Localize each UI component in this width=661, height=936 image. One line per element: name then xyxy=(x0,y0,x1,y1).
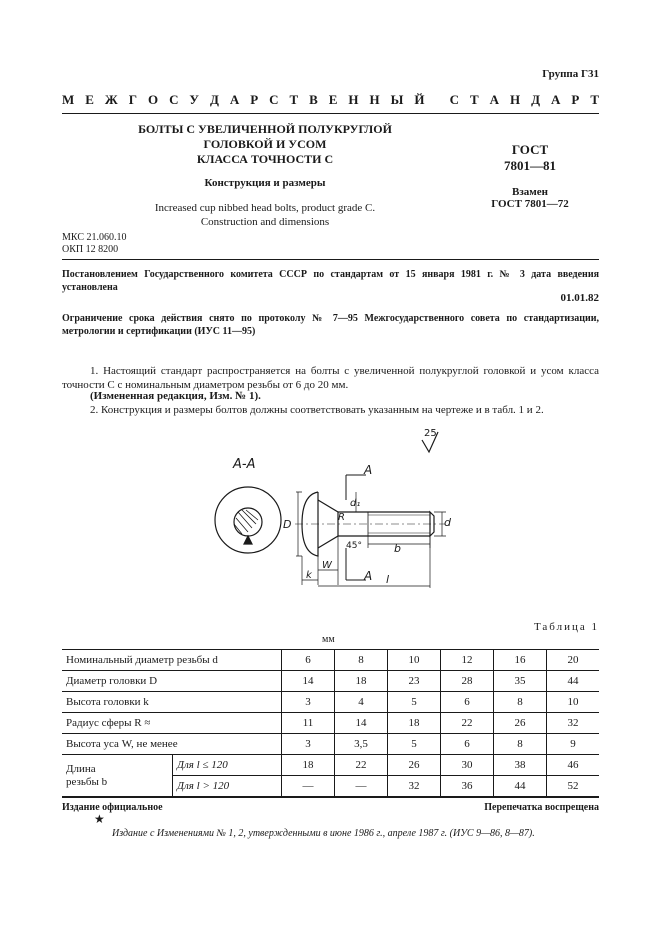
row-label: Высота уса W, не менее xyxy=(62,734,282,755)
table-cell: 6 xyxy=(282,650,335,671)
table-cell: 32 xyxy=(388,776,441,797)
table-cell: 10 xyxy=(547,692,600,713)
table-cell: 9 xyxy=(547,734,600,755)
table-cell: 3 xyxy=(282,692,335,713)
banner-letter: В xyxy=(309,92,318,107)
title-en-2: Construction and dimensions xyxy=(200,216,330,228)
dim-k: k xyxy=(306,570,312,581)
star-icon: ★ xyxy=(94,812,105,826)
mks-code: МКС 21.060.10 xyxy=(62,232,127,243)
banner-letter: А xyxy=(229,92,240,107)
row-label-thread-length xyxy=(62,755,173,797)
table-cell: 32 xyxy=(547,713,600,734)
gost-label: ГОСТ xyxy=(511,142,549,157)
table-cell: 46 xyxy=(547,755,600,776)
table-cell: 18 xyxy=(388,713,441,734)
table-cell: 10 xyxy=(388,650,441,671)
table-cell: 28 xyxy=(441,671,494,692)
table-cell: 26 xyxy=(494,713,547,734)
table-cell: 18 xyxy=(335,671,388,692)
banner-letter: А xyxy=(551,92,561,107)
footer-note: Издание с Изменениями № 1, 2, утвержденными в июне 1986 г., апреле 1987 г. (ИУС 9—86, 8—87). xyxy=(112,828,535,839)
table-cell: 36 xyxy=(441,776,494,797)
table-cell: 14 xyxy=(335,713,388,734)
okp-code: ОКП 12 8200 xyxy=(62,244,119,255)
table-cell: 23 xyxy=(388,671,441,692)
dim-angle: 45° xyxy=(346,541,362,551)
gost-number: 7801—81 xyxy=(504,158,556,173)
banner-letter: Т xyxy=(590,92,599,107)
table-cell: 3,5 xyxy=(335,734,388,755)
paragraph-1: 1. Настоящий стандарт распространяется на болты с увеличенной полукруглой головкой и усом класса точности С с номинальным диаметром резьбы от 6 до 20 мм. xyxy=(62,365,599,391)
table-cell: 35 xyxy=(494,671,547,692)
banner-letter: Н xyxy=(369,92,380,107)
table-cell: 52 xyxy=(547,776,600,797)
bolt-shank xyxy=(338,512,430,536)
decree-text: Постановлением Государственного комитета СССР по стандартам от 15 января 1981 г. № 3 дата введения установлена xyxy=(62,269,599,293)
paragraph-2: 2. Конструкция и размеры болтов должны соответствовать указанным на чертеже и в табл. 1 и 2. xyxy=(90,404,544,416)
title-en-1: Increased cup nibbed head bolts, product grade C. xyxy=(154,202,376,214)
header-rule xyxy=(62,113,599,114)
banner-letter xyxy=(435,92,438,108)
cut-label-bottom: А xyxy=(364,569,373,583)
title-line-2: ГОЛОВКОЙ И УСОМ xyxy=(203,137,327,151)
dim-d: d xyxy=(444,516,451,529)
thread-length-label-line: резьбы b xyxy=(66,775,108,788)
table-row xyxy=(62,755,599,776)
row-label: Высота головки k xyxy=(62,692,282,713)
table-cell: 14 xyxy=(282,671,335,692)
replaces-label: Взамен xyxy=(512,186,548,198)
banner-letter: Р xyxy=(571,92,580,107)
table-cell: 4 xyxy=(335,692,388,713)
banner-letter: У xyxy=(189,92,199,107)
banner-letter: Н xyxy=(510,92,521,107)
banner-letter: Е xyxy=(85,92,94,107)
banner-letter: Р xyxy=(250,92,259,107)
row-label: Радиус сферы R ≈ xyxy=(62,713,282,734)
length-condition: Для l > 120 xyxy=(173,776,282,797)
table-unit: мм xyxy=(322,634,335,645)
banner-letter: Й xyxy=(414,92,425,107)
table-cell: 6 xyxy=(441,734,494,755)
banner-letter: С xyxy=(269,92,279,107)
dimensions-table xyxy=(62,649,599,797)
codes-rule xyxy=(62,259,599,260)
banner-letter: С xyxy=(449,92,460,107)
title-line-1: БОЛТЫ С УВЕЛИЧЕННОЙ ПОЛУКРУГЛОЙ xyxy=(138,122,392,136)
gost-block xyxy=(470,142,590,210)
banner-letter: Г xyxy=(128,92,137,107)
table-cell: 26 xyxy=(388,755,441,776)
table-row xyxy=(62,692,599,713)
table-cell: 44 xyxy=(547,671,600,692)
subtitle: Конструкция и размеры xyxy=(204,177,326,189)
dim-l: l xyxy=(386,573,390,586)
roughness-value: 25 xyxy=(424,428,437,439)
footer-reprint: Перепечатка воспрещена xyxy=(484,802,599,813)
thread-length-label-line: Длина xyxy=(66,762,96,775)
table-cell: 22 xyxy=(335,755,388,776)
title-line-3: КЛАССА ТОЧНОСТИ С xyxy=(196,152,334,166)
table-cell: 6 xyxy=(441,692,494,713)
banner-letter: Т xyxy=(289,92,299,107)
table-caption: Таблица 1 xyxy=(533,621,599,633)
banner-letter: С xyxy=(169,92,179,107)
table-cell: 44 xyxy=(494,776,547,797)
table-cell: 8 xyxy=(494,734,547,755)
footer-rule xyxy=(62,797,599,798)
table-row xyxy=(62,650,599,671)
amendment-note: (Измененная редакция, Изм. № 1). xyxy=(90,390,261,402)
classification-codes xyxy=(62,232,126,256)
table-cell: 3 xyxy=(282,734,335,755)
section-label: А-А xyxy=(233,457,256,472)
table-cell: 8 xyxy=(335,650,388,671)
dim-D: D xyxy=(283,518,292,531)
banner-letter: Т xyxy=(470,92,479,107)
banner-letter: Ж xyxy=(104,92,118,107)
table-cell: 5 xyxy=(388,692,441,713)
dim-W: W xyxy=(322,560,332,571)
banner-letter: Е xyxy=(328,92,338,107)
banner-letter: Н xyxy=(348,92,359,107)
table-cell: 22 xyxy=(441,713,494,734)
limitation-text: Ограничение срока действия снято по протоколу № 7—95 Межгосударственного совета по стандартизации, метрологии и сертификации (ИУС 11—95) xyxy=(62,313,599,337)
table-cell: 5 xyxy=(388,734,441,755)
length-condition: Для l ≤ 120 xyxy=(173,755,282,776)
intro-date: 01.01.82 xyxy=(560,292,599,304)
dim-R: R xyxy=(338,512,345,523)
banner-letter: О xyxy=(147,92,159,107)
table-cell: 8 xyxy=(494,692,547,713)
banner-letter: Ы xyxy=(390,92,404,107)
table-cell: — xyxy=(282,776,335,797)
banner-letter: А xyxy=(489,92,500,107)
row-label: Номинальный диаметр резьбы d xyxy=(62,650,282,671)
table-cell: 11 xyxy=(282,713,335,734)
table-body xyxy=(62,650,599,797)
standard-banner xyxy=(62,92,599,108)
row-label: Диаметр головки D xyxy=(62,671,282,692)
dim-d1: d₁ xyxy=(350,498,361,509)
group-code: Группа Г31 xyxy=(542,68,599,80)
banner-letter: М xyxy=(62,92,75,107)
cut-label-top: А xyxy=(364,463,373,477)
bolt-drawing xyxy=(200,420,450,590)
dim-b: b xyxy=(394,542,401,555)
banner-letter: Д xyxy=(209,92,219,107)
table-row xyxy=(62,671,599,692)
table-row xyxy=(62,734,599,755)
table-cell: 18 xyxy=(282,755,335,776)
table-cell: 16 xyxy=(494,650,547,671)
replaces-gost: ГОСТ 7801—72 xyxy=(491,198,569,210)
table-cell: 38 xyxy=(494,755,547,776)
banner-letter: Д xyxy=(531,92,541,107)
table-row xyxy=(62,713,599,734)
table-cell: — xyxy=(335,776,388,797)
table-cell: 30 xyxy=(441,755,494,776)
table-cell: 12 xyxy=(441,650,494,671)
title-block xyxy=(120,122,410,229)
table-cell: 20 xyxy=(547,650,600,671)
footer-official: Издание официальное xyxy=(62,802,163,813)
